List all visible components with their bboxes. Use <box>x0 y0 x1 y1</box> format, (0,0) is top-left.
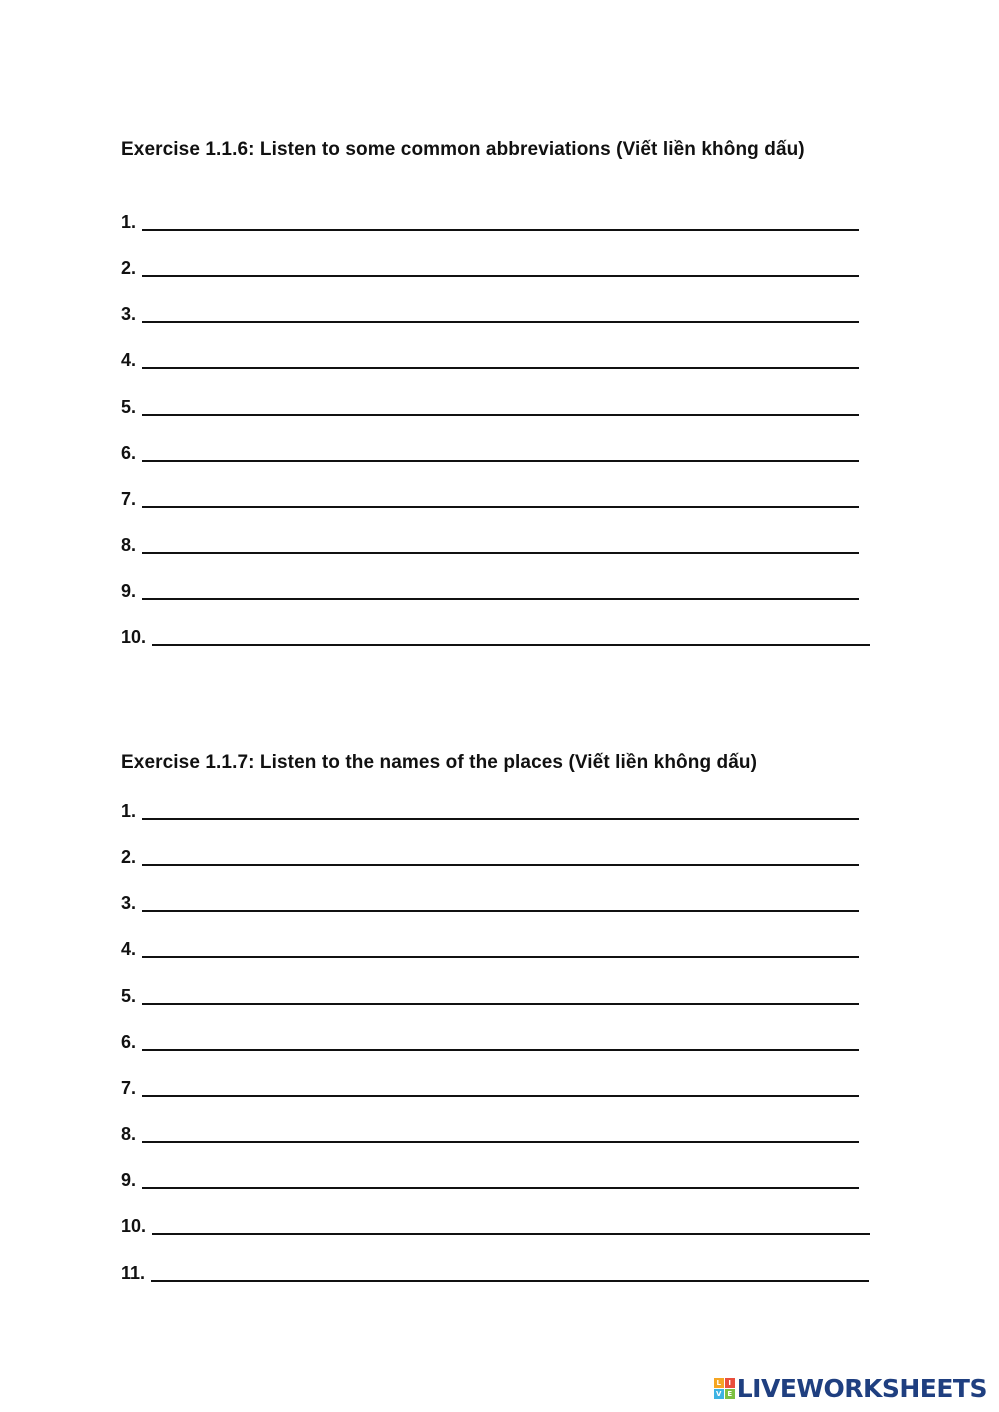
logo-mark-letter: L <box>714 1378 724 1388</box>
item-number: 11. <box>121 1263 146 1283</box>
exercise-1-row <box>121 393 859 417</box>
exercise-2-row <box>121 1028 859 1052</box>
answer-input[interactable] <box>152 1214 870 1235</box>
item-number: 7. <box>121 1078 137 1098</box>
exercise-2-row <box>121 935 859 959</box>
exercise-2-title: Exercise 1.1.7: Listen to the names of the places (Viết liền không dấu) <box>121 752 758 773</box>
answer-input[interactable] <box>152 625 870 646</box>
item-number: 10. <box>121 1216 147 1236</box>
item-number: 9. <box>121 1170 137 1190</box>
logo-mark-letter: E <box>725 1389 735 1399</box>
item-number: 2. <box>121 847 137 867</box>
answer-input[interactable] <box>142 210 859 231</box>
exercise-1-row <box>121 623 870 647</box>
answer-input[interactable] <box>151 1261 869 1282</box>
answer-input[interactable] <box>142 1030 859 1051</box>
logo-mark-icon <box>714 1378 735 1399</box>
exercise-1-row <box>121 531 859 555</box>
liveworksheets-logo <box>714 1373 987 1403</box>
exercise-1-row <box>121 254 859 278</box>
answer-input[interactable] <box>142 845 859 866</box>
exercise-2-row <box>121 1212 870 1236</box>
answer-input[interactable] <box>142 799 859 820</box>
logo-mark-letter: I <box>725 1378 735 1388</box>
answer-input[interactable] <box>142 984 859 1005</box>
exercise-1-row <box>121 485 859 509</box>
exercise-2-row <box>121 982 859 1006</box>
exercise-2-row <box>121 889 859 913</box>
exercise-2-row <box>121 1120 859 1144</box>
answer-input[interactable] <box>142 1168 859 1189</box>
item-number: 8. <box>121 1124 137 1144</box>
logo-mark-letter: V <box>714 1389 724 1399</box>
exercise-2-row <box>121 1074 859 1098</box>
exercise-1-title: Exercise 1.1.6: Listen to some common abbreviations (Viết liền không dấu) <box>121 139 805 160</box>
answer-input[interactable] <box>142 1122 859 1143</box>
exercise-2-row <box>121 843 859 867</box>
answer-input[interactable] <box>142 441 859 462</box>
item-number: 8. <box>121 535 137 555</box>
item-number: 5. <box>121 397 137 417</box>
item-number: 10. <box>121 627 147 647</box>
item-number: 4. <box>121 939 137 959</box>
item-number: 4. <box>121 350 137 370</box>
exercise-1-row <box>121 208 859 232</box>
exercise-1-row <box>121 300 859 324</box>
answer-input[interactable] <box>142 302 859 323</box>
item-number: 3. <box>121 304 137 324</box>
exercise-1-row <box>121 346 859 370</box>
item-number: 6. <box>121 1032 137 1052</box>
answer-input[interactable] <box>142 533 859 554</box>
exercise-2-row <box>121 797 859 821</box>
exercise-1-row <box>121 439 859 463</box>
item-number: 9. <box>121 581 137 601</box>
item-number: 6. <box>121 443 137 463</box>
answer-input[interactable] <box>142 348 859 369</box>
answer-input[interactable] <box>142 579 859 600</box>
answer-input[interactable] <box>142 891 859 912</box>
answer-input[interactable] <box>142 395 859 416</box>
item-number: 3. <box>121 893 137 913</box>
item-number: 5. <box>121 986 137 1006</box>
answer-input[interactable] <box>142 487 859 508</box>
answer-input[interactable] <box>142 937 859 958</box>
item-number: 2. <box>121 258 137 278</box>
exercise-1-row <box>121 577 859 601</box>
item-number: 7. <box>121 489 137 509</box>
logo-text: LIVEWORKSHEETS <box>736 1373 987 1403</box>
item-number: 1. <box>121 801 137 821</box>
item-number: 1. <box>121 212 137 232</box>
exercise-2-row <box>121 1166 859 1190</box>
answer-input[interactable] <box>142 256 859 277</box>
exercise-2-row <box>121 1259 869 1283</box>
answer-input[interactable] <box>142 1076 859 1097</box>
